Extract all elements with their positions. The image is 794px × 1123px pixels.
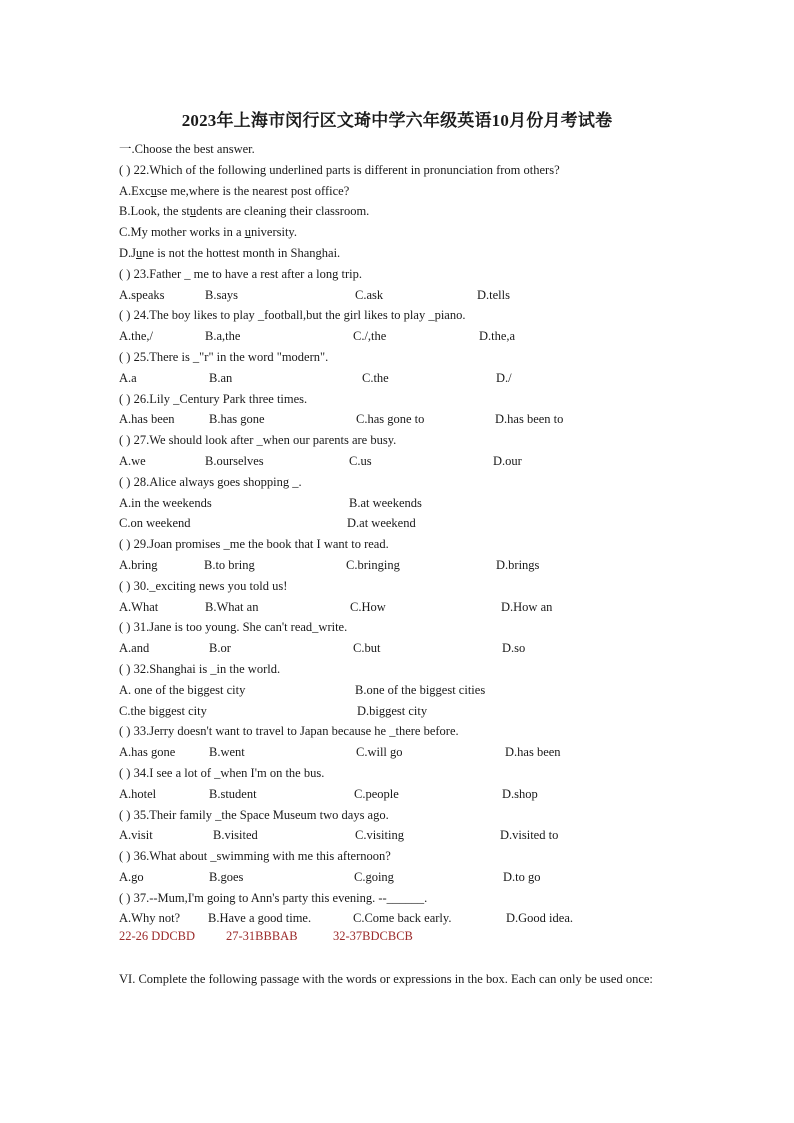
options-row (119, 742, 679, 763)
option-d: D.visited to (500, 828, 559, 843)
option-c: C.the (362, 370, 389, 385)
options-row (119, 493, 679, 514)
option-d: D.our (493, 453, 522, 468)
option-c: C.has gone to (356, 412, 425, 427)
option-a: A.visit (119, 828, 153, 843)
question-stem: ( ) 26.Lily _Century Park three times. (119, 391, 308, 406)
option-b: B.an (209, 370, 233, 385)
option-a: A.the,/ (119, 329, 154, 344)
option-line: D.June is not the hottest month in Shanghai. (119, 245, 341, 260)
options-row (119, 368, 679, 389)
options-row (119, 555, 679, 576)
option-d: D./ (496, 370, 512, 385)
option-d: D.to go (503, 869, 541, 884)
option-b: B.student (209, 786, 257, 801)
options-row (119, 409, 679, 430)
option-d: D.the,a (479, 329, 516, 344)
option-b: B.to bring (204, 557, 255, 572)
question-stem: ( ) 32.Shanghai is _in the world. (119, 661, 281, 676)
option-b: B.went (209, 745, 245, 760)
options-row (119, 680, 679, 701)
option-a: A.we (119, 453, 146, 468)
option-c: C.going (354, 869, 394, 884)
options-row (119, 908, 679, 929)
option-c: C.visiting (355, 828, 404, 843)
option-a: A.go (119, 869, 144, 884)
option-line: B.Look, the students are cleaning their classroom. (119, 204, 370, 219)
option-a: A.bring (119, 557, 158, 572)
question-stem: ( ) 33.Jerry doesn't want to travel to Japan because he _there before. (119, 724, 459, 739)
question-stem: ( ) 34.I see a lot of _when I'm on the bus. (119, 765, 325, 780)
option-a: A.has gone (119, 745, 176, 760)
option-a: A.hotel (119, 786, 157, 801)
question-stem: ( ) 25.There is _"r" in the word "modern". (119, 349, 329, 364)
option-a: A.has been (119, 412, 175, 427)
option-c: C.but (353, 641, 381, 656)
option-d: D.so (502, 641, 526, 656)
options-row (119, 867, 679, 888)
options-row (119, 825, 679, 846)
question-stem: ( ) 29.Joan promises _me the book that I want to read. (119, 537, 389, 552)
option-d: D.has been (505, 745, 561, 760)
option-d: D.has been to (495, 412, 564, 427)
option-b: B.or (209, 641, 231, 656)
options-row (119, 784, 679, 805)
option-a: A.Why not? (119, 911, 181, 926)
answer-key-27-31: 27-31BBBAB (226, 929, 298, 944)
option-a: A.in the weekends (119, 495, 212, 510)
option-d: D.at weekend (347, 516, 416, 531)
section-heading: 一.Choose the best answer. (119, 142, 255, 156)
option-d: D.tells (477, 287, 510, 302)
question-stem: ( ) 31.Jane is too young. She can't read_write. (119, 620, 348, 635)
option-b: B.says (205, 287, 238, 302)
option-b: B.goes (209, 869, 244, 884)
options-row (119, 326, 679, 347)
question-stem: ( ) 24.The boy likes to play _football,but the girl likes to play _piano. (119, 308, 466, 323)
option-d: D.brings (496, 557, 540, 572)
question-stem: ( ) 28.Alice always goes shopping _. (119, 474, 302, 489)
question-stem: ( ) 27.We should look after _when our parents are busy. (119, 433, 397, 448)
option-b: B.visited (213, 828, 258, 843)
options-row (119, 701, 679, 722)
option-d: D.biggest city (357, 703, 428, 718)
question-stem: ( ) 36.What about _swimming with me this afternoon? (119, 849, 391, 864)
question-stem: ( ) 22.Which of the following underlined parts is different in pronunciation from others? (119, 162, 560, 177)
option-c: C.Come back early. (353, 911, 452, 926)
option-line: C.My mother works in a university. (119, 225, 297, 240)
options-row (119, 513, 679, 534)
option-b: B.a,the (205, 329, 241, 344)
option-c: C.us (349, 453, 372, 468)
option-d: D.Good idea. (506, 911, 573, 926)
answer-key (119, 929, 679, 950)
question-stem: ( ) 30._exciting news you told us! (119, 578, 288, 593)
option-a: A.and (119, 641, 150, 656)
page-title: 2023年上海市闵行区文琦中学六年级英语10月份月考试卷 (181, 111, 613, 130)
section-1 (119, 139, 679, 950)
option-a: A.What (119, 599, 159, 614)
option-b: B.one of the biggest cities (355, 682, 486, 697)
option-c: C.How (350, 599, 386, 614)
option-c: C.ask (355, 287, 384, 302)
section-6-instructions: VI. Complete the following passage with the words or expressions in the box. Each can only be used once: (119, 972, 653, 986)
answer-key-32-37: 32-37BDCBCB (333, 929, 413, 944)
option-b: B.What an (205, 599, 259, 614)
options-row (119, 638, 679, 659)
option-d: D.shop (502, 786, 538, 801)
option-b: B.Have a good time. (208, 911, 312, 926)
option-line: A.Excuse me,where is the nearest post office? (119, 183, 350, 198)
option-c: C./,the (353, 329, 387, 344)
options-row (119, 451, 679, 472)
option-b: B.has gone (209, 412, 265, 427)
option-c: C.bringing (346, 557, 400, 572)
option-a: A. one of the biggest city (119, 682, 246, 697)
options-row (119, 285, 679, 306)
option-c: C.on weekend (119, 516, 191, 531)
question-stem: ( ) 23.Father _ me to have a rest after a long trip. (119, 266, 362, 281)
option-b: B.ourselves (205, 453, 264, 468)
option-b: B.at weekends (349, 495, 422, 510)
answer-key-22-26: 22-26 DDCBD (119, 929, 196, 944)
option-c: C.people (354, 786, 399, 801)
option-a: A.speaks (119, 287, 165, 302)
options-row (119, 597, 679, 618)
option-a: A.a (119, 370, 137, 385)
question-stem: ( ) 35.Their family _the Space Museum two days ago. (119, 807, 389, 822)
question-stem: ( ) 37.--Mum,I'm going to Ann's party this evening. --______. (119, 890, 428, 905)
option-d: D.How an (501, 599, 553, 614)
option-c: C.the biggest city (119, 703, 207, 718)
option-c: C.will go (356, 745, 403, 760)
